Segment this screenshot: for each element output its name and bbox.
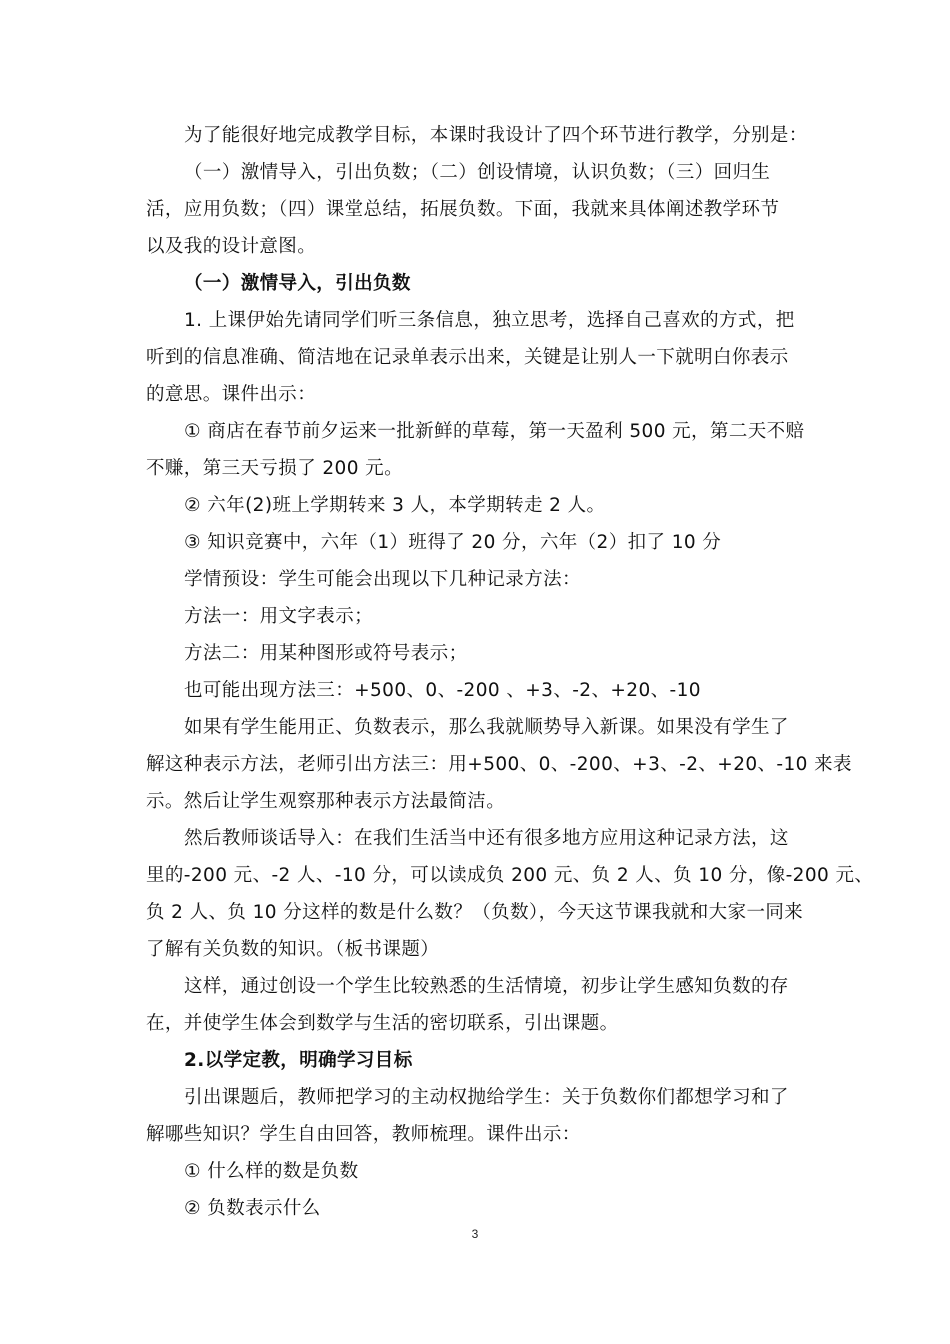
paragraph-line: 的意思。课件出示： (146, 384, 317, 405)
page-number: 3 (471, 1227, 479, 1241)
list-item: ② 负数表示什么 (184, 1198, 321, 1219)
list-item: ① 商店在春节前夕运来一批新鲜的草莓，第一天盈利 500 元，第二天不赔 (184, 421, 805, 442)
list-item-continuation: 不赚，第三天亏损了 200 元。 (146, 458, 403, 479)
paragraph-line: 1. 上课伊始先请同学们听三条信息，独立思考，选择自己喜欢的方式，把 (184, 310, 795, 331)
paragraph-line: 活，应用负数；（四）课堂总结，拓展负数。下面，我就来具体阐述教学环节 (146, 199, 780, 220)
paragraph-line: （一）激情导入，引出负数；（二）创设情境，认识负数；（三）回归生 (184, 162, 771, 183)
section-heading: 2.以学定教，明确学习目标 (184, 1050, 413, 1071)
paragraph-line: 解哪些知识？学生自由回答，教师梳理。课件出示： (146, 1124, 581, 1145)
paragraph-line: 以及我的设计意图。 (146, 236, 317, 257)
paragraph-line: 在，并使学生体会到数学与生活的密切联系，引出课题。 (146, 1013, 619, 1034)
list-item: ② 六年(2)班上学期转来 3 人，本学期转走 2 人。 (184, 495, 606, 516)
paragraph-line: 学情预设：学生可能会出现以下几种记录方法： (184, 569, 581, 590)
paragraph-line: 方法二：用某种图形或符号表示； (184, 643, 468, 664)
paragraph-line: 负 2 人、负 10 分这样的数是什么数？（负数），今天这节课我就和大家一同来 (146, 902, 804, 923)
paragraph-line: 也可能出现方法三：+500、0、-200 、+3、-2、+20、-10 (184, 680, 701, 701)
paragraph-line: 听到的信息准确、简洁地在记录单表示出来，关键是让别人一下就明白你表示 (146, 347, 789, 368)
paragraph-line: 里的-200 元、-2 人、-10 分，可以读成负 200 元、负 2 人、负 10 分，像-200 元、 (146, 865, 874, 886)
paragraph-line: 方法一：用文字表示； (184, 606, 374, 627)
paragraph-line: 解这种表示方法，老师引出方法三：用+500、0、-200、+3、-2、+20、-10 来表 (146, 754, 852, 775)
paragraph-line: 引出课题后，教师把学习的主动权抛给学生：关于负数你们都想学习和了 (184, 1087, 789, 1108)
paragraph-line: 为了能很好地完成教学目标，本课时我设计了四个环节进行教学，分别是： (184, 125, 808, 146)
list-item: ③ 知识竞赛中，六年（1）班得了 20 分，六年（2）扣了 10 分 (184, 532, 722, 553)
paragraph-line: 如果有学生能用正、负数表示，那么我就顺势导入新课。如果没有学生了 (184, 717, 789, 738)
section-heading: （一）激情导入，引出负数 (184, 273, 411, 294)
paragraph-line: 了解有关负数的知识。（板书课题） (146, 939, 440, 960)
paragraph-line: 示。然后让学生观察那种表示方法最简洁。 (146, 791, 506, 812)
list-item: ① 什么样的数是负数 (184, 1161, 359, 1182)
paragraph-line: 然后教师谈话导入：在我们生活当中还有很多地方应用这种记录方法，这 (184, 828, 789, 849)
paragraph-line: 这样，通过创设一个学生比较熟悉的生活情境，初步让学生感知负数的存 (184, 976, 789, 997)
